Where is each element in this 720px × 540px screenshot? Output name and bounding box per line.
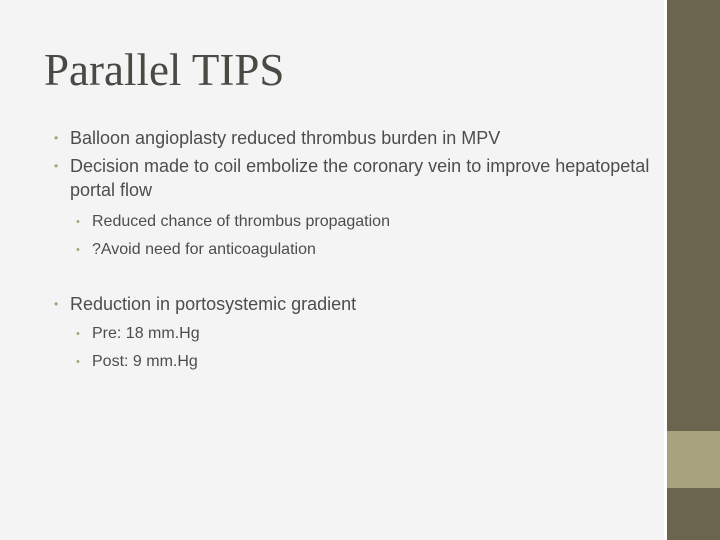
- sub-bullet-item: [52, 320, 652, 348]
- bullet-dot-icon: •: [76, 356, 80, 368]
- bullet-item: [52, 292, 652, 316]
- sidebar-dark-band: [667, 0, 720, 431]
- sidebar-bottom-band: [667, 488, 720, 540]
- sub-bullet-text: Reduced chance of thrombus propagation: [92, 213, 390, 230]
- bullet-dot-icon: •: [54, 297, 59, 311]
- sub-bullet-item: [52, 348, 652, 376]
- bullet-text: Reduction in portosystemic gradient: [70, 294, 357, 314]
- bullet-dot-icon: •: [76, 216, 80, 228]
- sub-bullet-text: ?Avoid need for anticoagulation: [92, 241, 316, 258]
- spacer: [52, 264, 652, 292]
- bullet-item: [52, 126, 652, 150]
- bullet-dot-icon: •: [76, 244, 80, 256]
- slide-title: Parallel TIPS: [44, 45, 285, 95]
- bullet-dot-icon: •: [76, 328, 80, 340]
- sub-bullet-text: Pre: 18 mm.Hg: [92, 325, 200, 342]
- sidebar-light-band: [667, 431, 720, 488]
- bullet-item: [52, 154, 652, 202]
- bullet-dot-icon: •: [54, 159, 59, 173]
- sub-bullet-item: [52, 208, 652, 236]
- bullet-text: Decision made to coil embolize the coronary vein to improve hepatopetal portal flow: [70, 156, 650, 200]
- bullet-text: Balloon angioplasty reduced thrombus burden in MPV: [70, 128, 501, 148]
- sub-bullet-item: [52, 236, 652, 264]
- bullet-dot-icon: •: [54, 131, 59, 145]
- bullet-list: [52, 126, 652, 376]
- sub-bullet-text: Post: 9 mm.Hg: [92, 353, 198, 370]
